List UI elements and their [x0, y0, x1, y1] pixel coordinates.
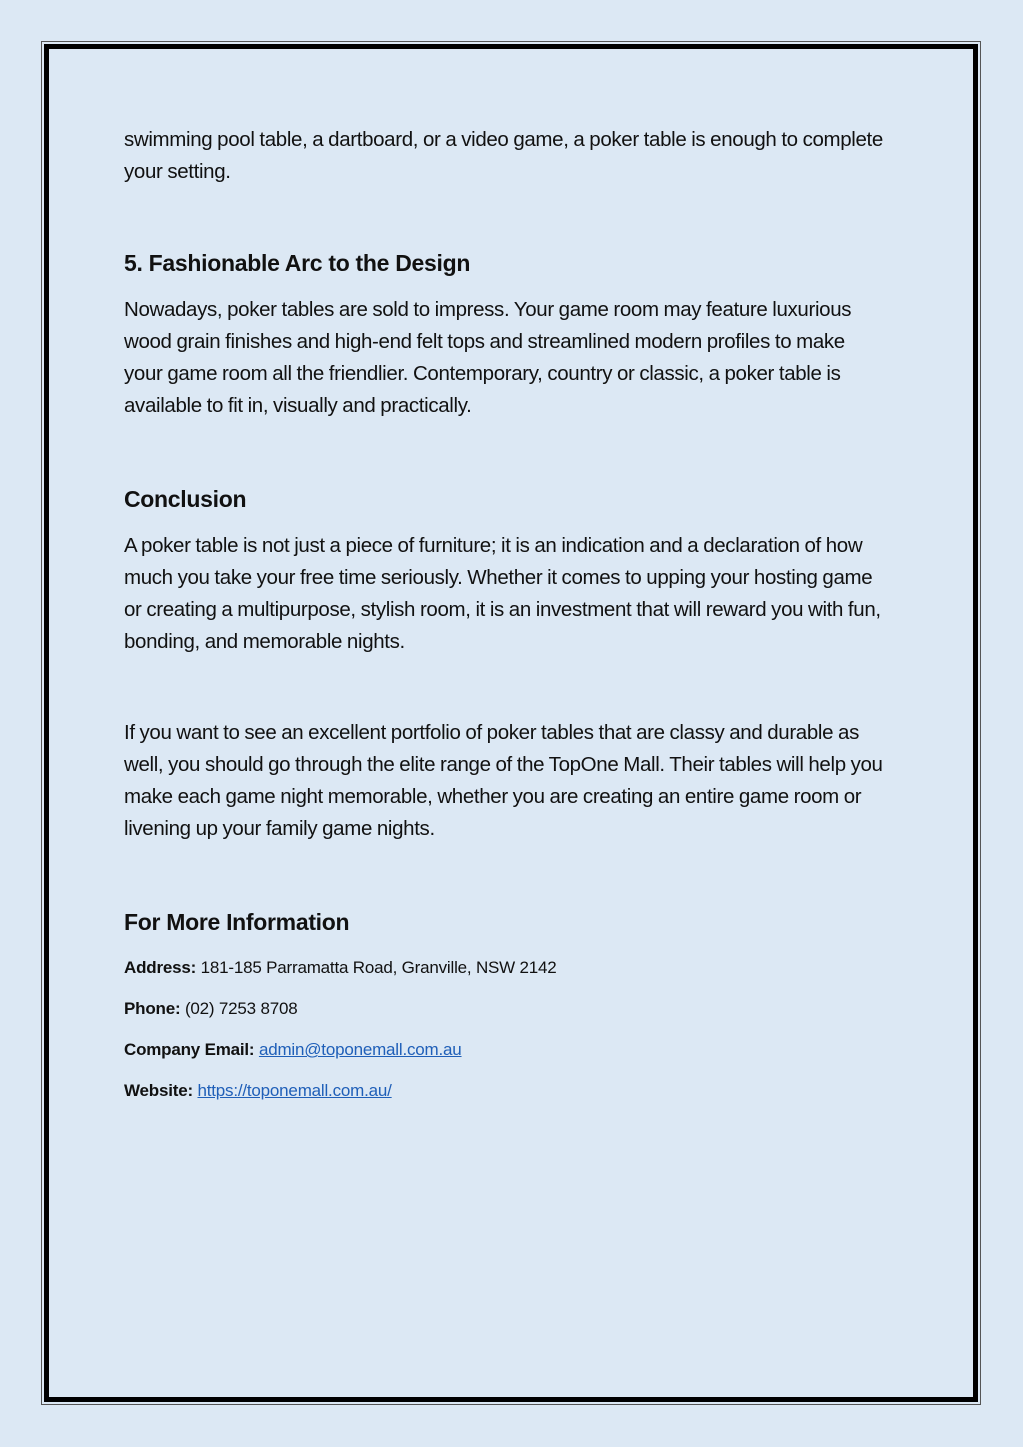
- cta-paragraph: If you want to see an excellent portfolio of poker tables that are classy and durable as well, you should go through the elite range of the TopOne Mall. Their tables will help you make each game night memorable, whether you are creating an entire game room or livening up your family game nights.: [124, 721, 883, 840]
- intro-continuation-paragraph: swimming pool table, a dartboard, or a video game, a poker table is enough to complete your setting.: [124, 128, 883, 183]
- website-link[interactable]: https://toponemall.com.au/: [197, 1081, 392, 1100]
- email-link[interactable]: admin@toponemall.com.au: [258, 1040, 462, 1059]
- phone-value: (02) 7253 8708: [184, 999, 298, 1018]
- conclusion-heading: Conclusion: [124, 486, 247, 512]
- phone-label: Phone:: [124, 999, 181, 1018]
- address-value: 181-185 Parramatta Road, Granville, NSW 2142: [200, 958, 557, 977]
- section-5-heading: 5. Fashionable Arc to the Design: [124, 250, 471, 276]
- more-info-heading: For More Information: [124, 909, 350, 935]
- address-label: Address:: [124, 958, 197, 977]
- address-line: [124, 957, 904, 979]
- section-5-paragraph: Nowadays, poker tables are sold to impress. Your game room may feature luxurious wood grain finishes and high-end felt tops and streamlined modern profiles to make your game room all the friendlier. Contemporary, country or classic, a poker table is available to fit in, visually and practically.: [124, 298, 852, 417]
- conclusion-paragraph: A poker table is not just a piece of furniture; it is an indication and a declaration of how much you take your free time seriously. Whether it comes to upping your hosting game or creating a multipurpose, stylish room, it is an investment that will reward you with fun, bonding, and memorable nights.: [124, 534, 881, 653]
- email-line: [124, 1039, 904, 1061]
- document-content: [124, 124, 904, 1102]
- email-label: Company Email:: [124, 1040, 255, 1059]
- phone-line: [124, 998, 904, 1020]
- website-line: [124, 1080, 904, 1102]
- website-label: Website:: [124, 1081, 193, 1100]
